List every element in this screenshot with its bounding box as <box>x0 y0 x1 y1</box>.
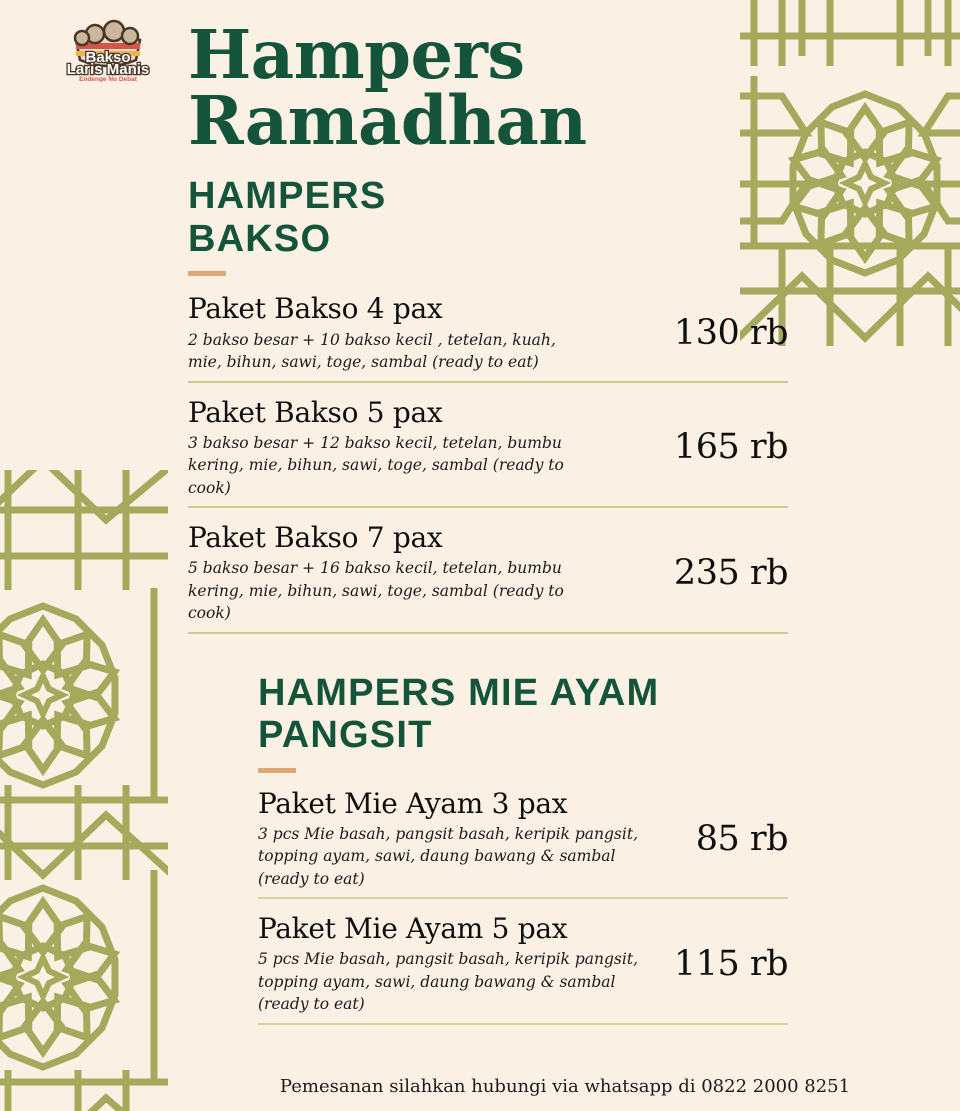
menu-item-description: 3 pcs Mie basah, pangsit basah, keripik pangsit, topping ayam, sawi, daung bawang & sambal (ready to eat) <box>258 824 638 888</box>
accent-rule-bakso <box>188 271 226 276</box>
section-title-mie-line1: HAMPERS MIE AYAM <box>258 671 660 714</box>
page-title <box>188 0 788 160</box>
section-title-bakso-line2: BAKSO <box>188 217 332 260</box>
title-line-1: Hampers <box>188 15 525 94</box>
menu-item-price: 130 rb <box>673 312 788 353</box>
menu-item-description: 2 bakso besar + 10 bakso kecil , tetelan, kuah, mie, bihun, sawi, toge, sambal (ready to eat) <box>188 330 556 372</box>
brand-logo <box>58 10 158 82</box>
logo-line1: Bakso <box>85 49 131 66</box>
accent-rule-mie <box>258 768 296 773</box>
menu-item-name: Paket Bakso 4 pax <box>188 292 443 326</box>
section-hampers-bakso <box>188 175 788 633</box>
menu-item-name: Paket Mie Ayam 5 pax <box>258 912 568 946</box>
islamic-pattern-ornament-left <box>0 470 168 1111</box>
section-title-mie-line2: PANGSIT <box>258 714 433 757</box>
menu-item-text <box>188 521 638 625</box>
menu-item-price: 165 rb <box>673 427 788 468</box>
title-line-2: Ramadhan <box>188 80 587 160</box>
menu-item-price: 235 rb <box>673 552 788 593</box>
menu-item-name: Paket Mie Ayam 3 pax <box>258 786 568 820</box>
menu-item <box>188 292 788 382</box>
section-title-mie <box>258 672 788 757</box>
menu-item <box>258 912 788 1025</box>
menu-item <box>188 396 788 509</box>
menu-item-name: Paket Bakso 5 pax <box>188 395 443 429</box>
poster-content <box>188 0 788 1038</box>
logo-tagline: Endenge No Debat <box>79 76 137 82</box>
menu-item-text <box>258 787 638 891</box>
menu-item <box>188 521 788 634</box>
menu-list-mie <box>258 787 788 1025</box>
section-title-bakso <box>188 175 788 260</box>
section-hampers-mie-ayam-pangsit <box>258 672 788 1025</box>
section-title-bakso-line1: HAMPERS <box>188 175 387 218</box>
footer-contact: Pemesanan silahkan hubungi via whatsapp di 0822 2000 8251 <box>279 1076 851 1097</box>
menu-item-name: Paket Bakso 7 pax <box>188 521 443 555</box>
menu-item-text <box>258 912 638 1016</box>
menu-item-price: 115 rb <box>673 944 788 985</box>
menu-item-price: 85 rb <box>695 818 788 859</box>
menu-item-text <box>188 292 638 373</box>
menu-list-bakso <box>188 292 788 633</box>
menu-item-description: 5 pcs Mie basah, pangsit basah, keripik pangsit, topping ayam, sawi, daung bawang & sambal (ready to eat) <box>258 950 638 1014</box>
logo-line2: Laris Manis <box>66 61 150 78</box>
menu-item-description: 3 bakso besar + 12 bakso kecil, tetelan, bumbu kering, mie, bihun, sawi, toge, sambal (ready to cook) <box>188 433 564 497</box>
menu-item-text <box>188 396 638 500</box>
menu-item <box>258 787 788 900</box>
menu-item-description: 5 bakso besar + 16 bakso kecil, tetelan, bumbu kering, mie, bihun, sawi, toge, sambal (ready to cook) <box>188 559 564 623</box>
